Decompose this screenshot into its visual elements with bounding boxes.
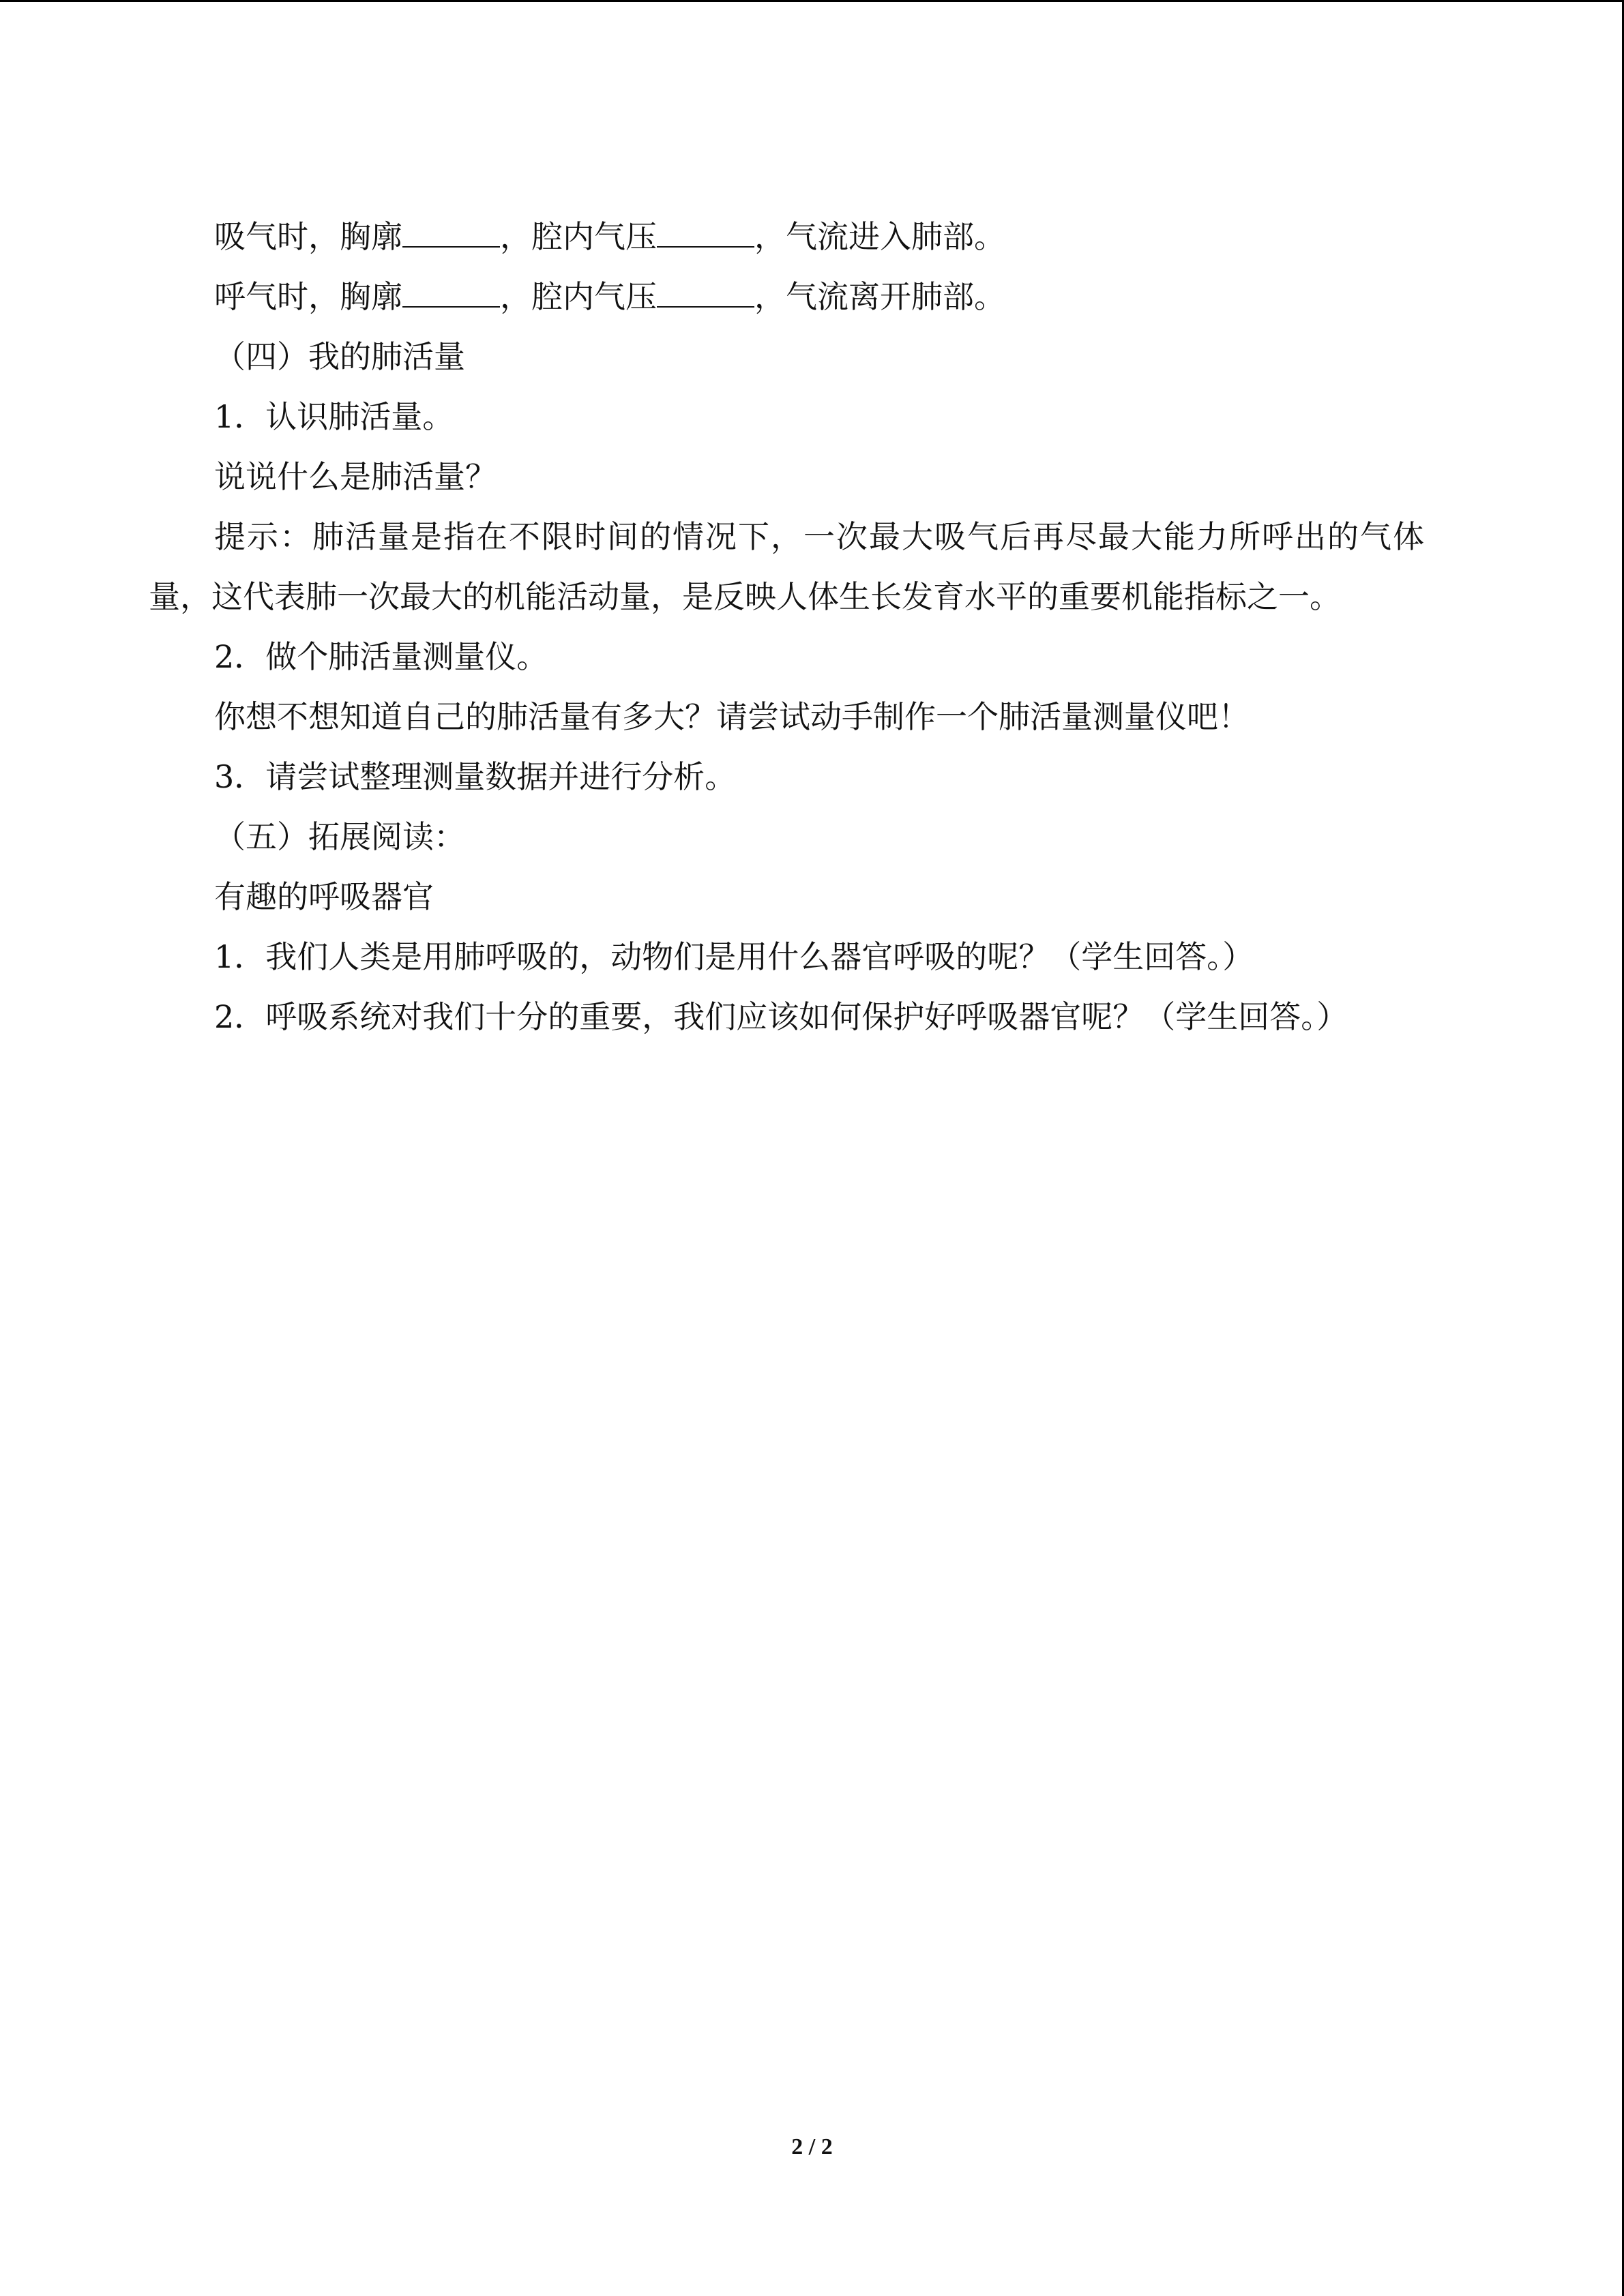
inhale-sentence — [149, 207, 1438, 267]
inhale-text-c: ，气流进入肺部。 — [754, 218, 1005, 255]
question-measure: 你想不想知道自己的肺活量有多大？请尝试动手制作一个肺活量测量仪吧！ — [214, 698, 1250, 735]
exhale-sentence — [149, 267, 1438, 327]
reading-subtitle: 有趣的呼吸器官 — [214, 878, 434, 915]
exhale-text-b: ，腔内气压 — [500, 278, 657, 315]
inhale-text-a: 吸气时，胸廓 — [214, 218, 402, 255]
exhale-blank-2 — [657, 280, 754, 308]
exhale-text-c: ，气流离开肺部。 — [754, 278, 1005, 315]
inhale-blank-2 — [657, 220, 754, 248]
reading-question-2: 2．呼吸系统对我们十分的重要，我们应该如何保护好呼吸器官呢？（学生回答。） — [214, 998, 1348, 1035]
reading-question-1: 1．我们人类是用肺呼吸的，动物们是用什么器官呼吸的呢？（学生回答。） — [214, 938, 1254, 975]
page-number: 2 / 2 — [791, 2134, 833, 2160]
inhale-text-b: ，腔内气压 — [500, 218, 657, 255]
section-5-heading: （五）拓展阅读： — [214, 818, 465, 855]
document-body — [149, 207, 1438, 1047]
question-lung-capacity: 说说什么是肺活量？ — [214, 458, 497, 495]
inhale-blank-1 — [402, 220, 500, 248]
page-border-top — [0, 0, 1624, 2]
hint-paragraph: 提示：肺活量是指在不限时间的情况下，一次最大吸气后再尽最大能力所呼出的气体量，这代表肺一次最大的机能活动量，是反映人体生长发育水平的重要机能指标之一。 — [149, 518, 1424, 615]
item-2: 2．做个肺活量测量仪。 — [214, 638, 548, 675]
item-1: 1．认识肺活量。 — [214, 398, 454, 435]
exhale-blank-1 — [402, 280, 500, 308]
section-4-heading: （四）我的肺活量 — [214, 338, 465, 375]
item-3: 3．请尝试整理测量数据并进行分析。 — [214, 758, 737, 795]
exhale-text-a: 呼气时，胸廓 — [214, 278, 402, 315]
